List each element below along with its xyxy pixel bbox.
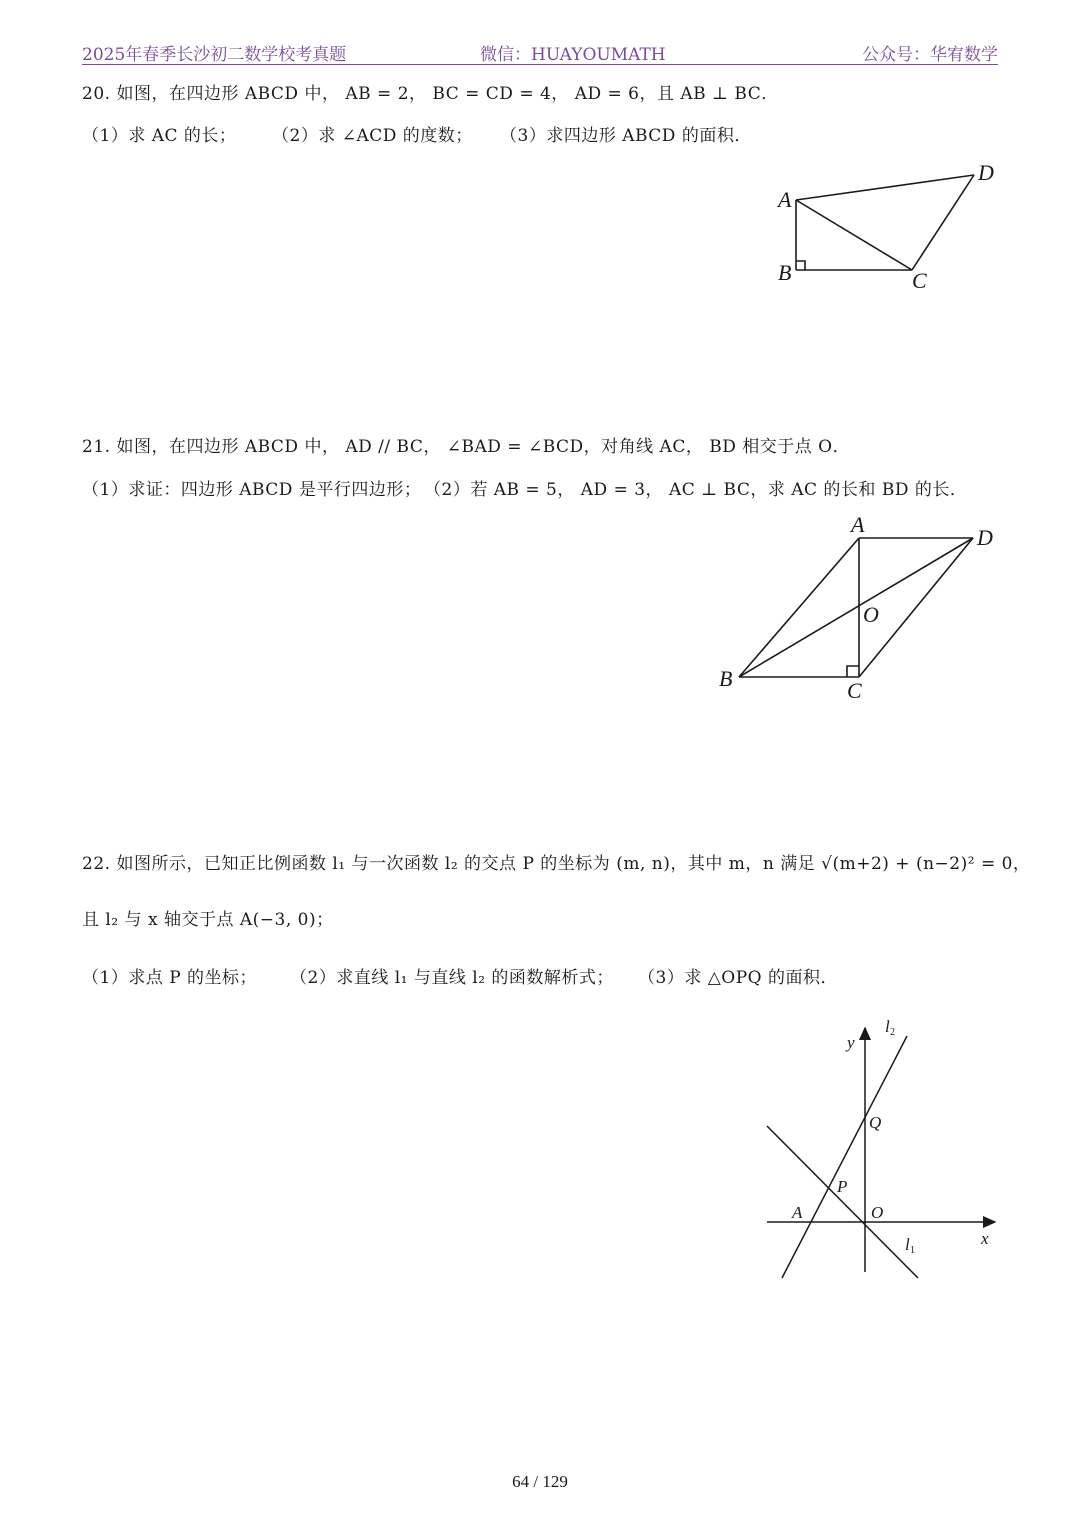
page-header [82, 38, 998, 65]
q21-label-D: D [977, 525, 993, 550]
q21-sub2: （2）若 AB = 5， AD = 3， AC ⊥ BC，求 AC 的长和 BD 的长． [424, 480, 968, 500]
q20-diagonal-AC [796, 200, 912, 270]
q22-figure [755, 1010, 1015, 1290]
q22-sub2: （2）求直线 l₁ 与直线 l₂ 的函数解析式； [290, 968, 614, 988]
q20-figure [770, 160, 1030, 300]
q22-label-l1-sub: 1 [910, 1245, 915, 1256]
q21-label-C: C [847, 678, 862, 703]
q21-figure [715, 512, 1015, 712]
q20-sub2: （2）求 ∠ACD 的度数； [272, 126, 473, 146]
q22-label-l2-sub: 2 [890, 1027, 895, 1038]
q20-label-B: B [778, 260, 792, 285]
q20-label-D: D [978, 160, 994, 185]
q22-label-l1: l [905, 1235, 910, 1254]
q20-right-angle-mark [796, 261, 805, 270]
q22-label-O: O [871, 1203, 884, 1222]
q20-sub3: （3）求四边形 ABCD 的面积． [500, 126, 752, 146]
q22-label-x: x [981, 1229, 989, 1248]
q20-edge-CD [912, 175, 974, 270]
q20-stem: 20. 如图，在四边形 ABCD 中， AB = 2， BC = CD = 4， AD = 6，且 AB ⊥ BC． [82, 84, 779, 104]
q22-line-l2 [782, 1036, 907, 1278]
q20-edge-AD [796, 175, 974, 200]
q22-label-A: A [792, 1203, 803, 1222]
q22-stem-line2: 且 l₂ 与 x 轴交于点 A(−3, 0)； [82, 910, 334, 930]
q22-label-y: y [847, 1033, 855, 1052]
header-wechat: 微信：HUAYOUMATH [480, 45, 666, 65]
q21-stem: 21. 如图，在四边形 ABCD 中， AD // BC， ∠BAD = ∠BCD，对角线 AC， BD 相交于点 O． [82, 437, 851, 457]
q22-stem-line1: 22. 如图所示，已知正比例函数 l₁ 与一次函数 l₂ 的交点 P 的坐标为 (m, n)，其中 m，n 满足 √(m+2) + (n−2)² = 0， [82, 854, 1031, 874]
q22-label-l2: l [885, 1017, 890, 1036]
q22-sub1: （1）求点 P 的坐标； [82, 968, 258, 988]
header-title: 2025年春季长沙初二数学校考真题 [82, 45, 347, 65]
q21-sub1: （1）求证：四边形 ABCD 是平行四边形； [82, 480, 422, 500]
q22-line-l1 [767, 1126, 918, 1278]
q21-label-A: A [851, 512, 865, 537]
q21-edge-AB [739, 538, 859, 677]
q22-label-Q: Q [869, 1113, 882, 1132]
page-number: 64 / 129 [512, 1472, 568, 1491]
q20-sub1: （1）求 AC 的长； [82, 126, 237, 146]
q20-label-C: C [912, 268, 927, 293]
q21-label-O: O [863, 602, 879, 627]
q22-label-P: P [837, 1177, 848, 1196]
header-account: 公众号：华宥数学 [862, 45, 998, 65]
q20-label-A: A [778, 187, 792, 212]
q21-label-B: B [719, 666, 733, 691]
q21-diagonal-BD [739, 538, 973, 677]
q21-right-angle-mark [847, 666, 859, 677]
q22-sub3: （3）求 △OPQ 的面积． [638, 968, 839, 988]
